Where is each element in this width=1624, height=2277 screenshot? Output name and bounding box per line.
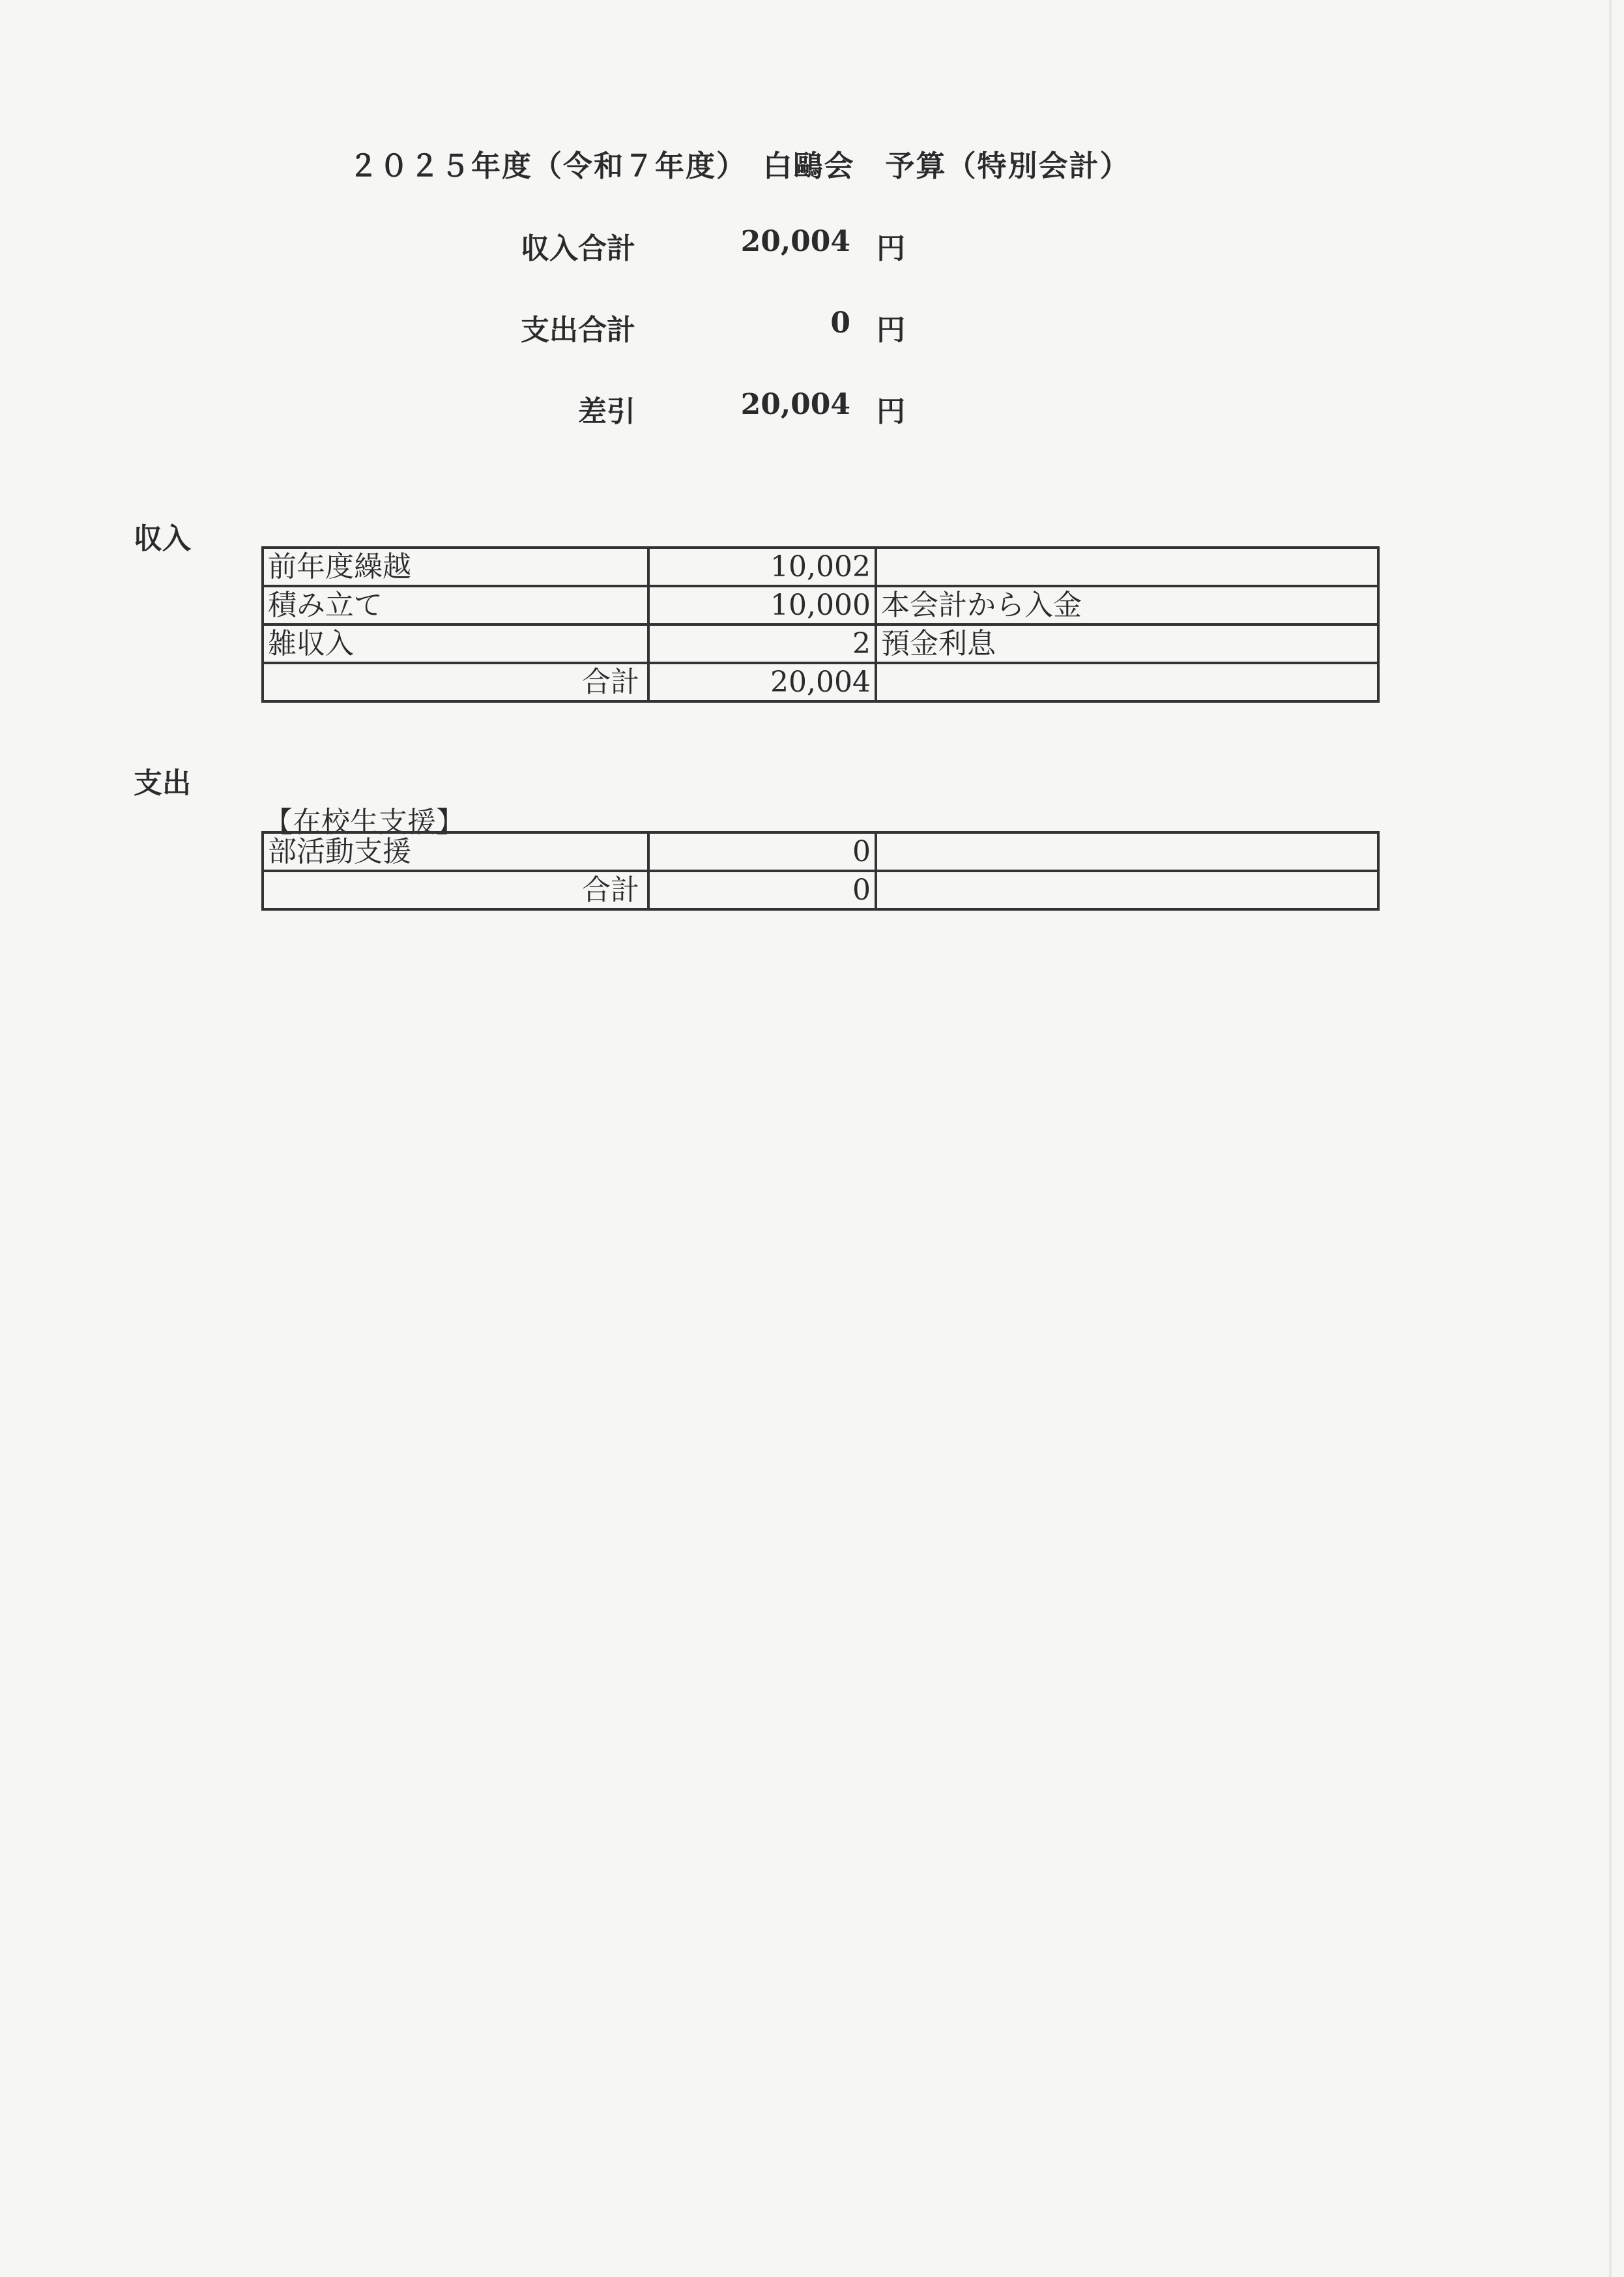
summary-label: 収入合計 bbox=[521, 232, 635, 265]
expense-amount: 0 bbox=[648, 832, 876, 871]
summary-row-income-total bbox=[0, 225, 978, 264]
expense-total-row bbox=[263, 871, 1378, 909]
scan-page-edge bbox=[1608, 0, 1612, 2277]
summary-unit: 円 bbox=[877, 314, 905, 347]
table-row bbox=[263, 832, 1378, 871]
income-total-note bbox=[876, 663, 1378, 701]
income-amount: 10,002 bbox=[648, 548, 876, 586]
expense-item: 部活動支援 bbox=[263, 832, 648, 871]
summary-value: 20,004 bbox=[740, 225, 850, 258]
summary-row-expense-total bbox=[0, 306, 978, 345]
income-amount: 2 bbox=[648, 624, 876, 663]
income-total-label: 合計 bbox=[263, 663, 648, 701]
table-row bbox=[263, 548, 1378, 586]
expense-note bbox=[876, 832, 1378, 871]
expense-total-label: 合計 bbox=[263, 871, 648, 909]
summary-row-balance bbox=[0, 388, 978, 427]
expense-total-note bbox=[876, 871, 1378, 909]
income-amount: 10,000 bbox=[648, 586, 876, 624]
income-note: 預金利息 bbox=[876, 624, 1378, 663]
income-total-amount: 20,004 bbox=[648, 663, 876, 701]
summary-value: 20,004 bbox=[740, 388, 850, 421]
document-title: ２０２５年度（令和７年度） 白鷗会 予算（特別会計） bbox=[349, 149, 1131, 183]
table-row bbox=[263, 624, 1378, 663]
income-table bbox=[261, 546, 1380, 703]
income-item: 前年度繰越 bbox=[263, 548, 648, 586]
expense-table bbox=[261, 831, 1380, 911]
income-note bbox=[876, 548, 1378, 586]
income-note: 本会計から入金 bbox=[876, 586, 1378, 624]
income-heading: 収入 bbox=[134, 522, 191, 555]
summary-label: 支出合計 bbox=[521, 314, 635, 347]
summary-label: 差引 bbox=[578, 395, 635, 428]
expense-subheading: 【在校生支援】 bbox=[264, 806, 465, 839]
table-row bbox=[263, 586, 1378, 624]
summary-unit: 円 bbox=[877, 232, 905, 265]
income-item: 雑収入 bbox=[263, 624, 648, 663]
expense-total-amount: 0 bbox=[648, 871, 876, 909]
income-total-row bbox=[263, 663, 1378, 701]
expense-heading: 支出 bbox=[134, 767, 191, 800]
summary-value: 0 bbox=[830, 306, 850, 340]
income-item: 積み立て bbox=[263, 586, 648, 624]
summary-unit: 円 bbox=[877, 395, 905, 428]
